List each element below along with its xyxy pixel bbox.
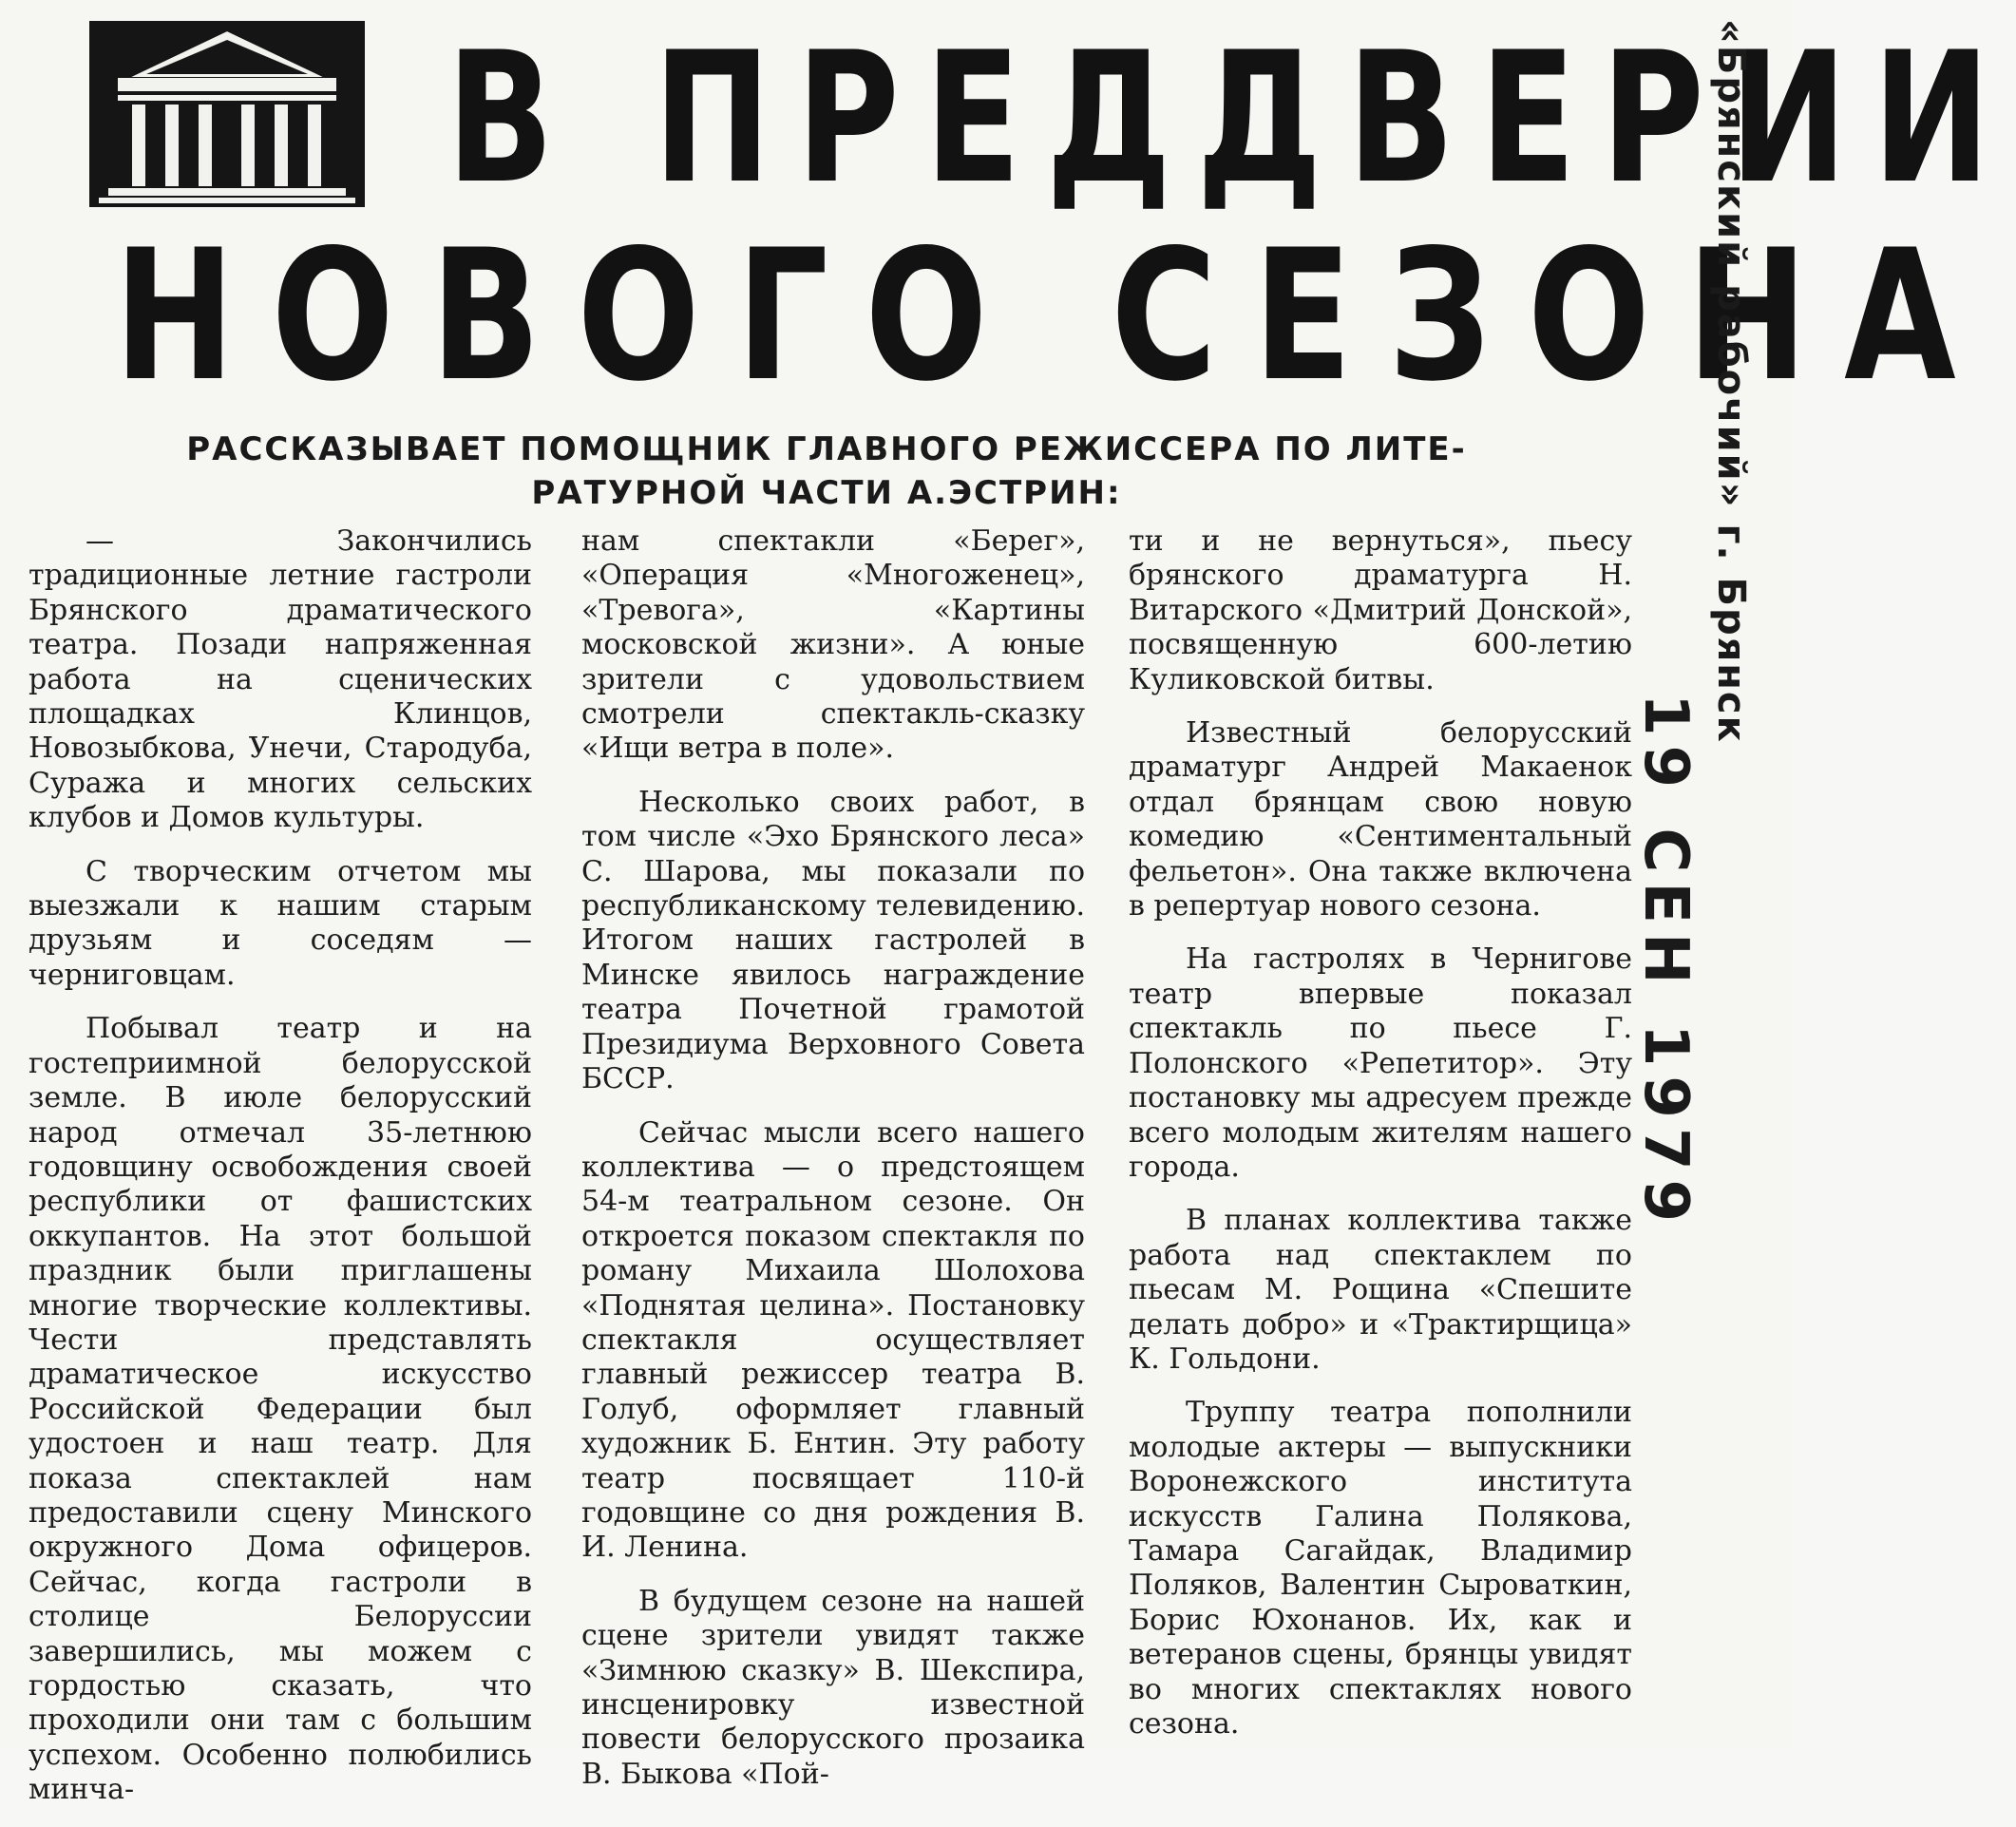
paragraph: С творческим отчетом мы выезжали к нашим старым друзьям и соседям — черниговцам.	[29, 854, 532, 992]
theatre-building-logo	[89, 21, 365, 207]
paragraph-continued: нам спектакли «Берег», «Операция «Многоженец», «Тревога», «Картины московской жизни». А юные зрители с удовольствием смотрели спектакль-сказку «Ищи ветра в поле».	[581, 524, 1085, 766]
subtitle	[143, 428, 1511, 515]
paragraph: Труппу театра пополнили молодые актеры — выпускники Воронежского института искусств Галина Полякова, Тамара Сагайдак, Владимир Поляков, Валентин Сыроваткин, Борис Юхонанов. Их, как и ветеранов сцены, брянцы увидят во многих спектаклях нового сезона.	[1129, 1396, 1632, 1741]
paragraph: Побывал театр и на гостеприимной белорусской земле. В июле белорусский народ отмечал 35-летнюю годовщину освобождения своей республики от фашистских оккупантов. На этот большой праздник были приглашены многие творческие коллективы. Чести представлять драматическое искусство Российской Федерации был удостоен и наш театр. Для показа спектаклей нам предоставили сцену Минского окружного Дома офицеров. Сейчас, когда гастроли в столице Белоруссии завершились, мы можем с гордостью сказать, что проходили они там с большим успехом. Особенно полюбились минча-	[29, 1012, 532, 1807]
article-column-3	[1129, 524, 1632, 1760]
paragraph-continued: ти и не вернуться», пьесу брянского драматурга Н. Витарского «Дмитрий Донской», посвященную 600-летию Куликовской битвы.	[1129, 524, 1632, 696]
paragraph: — Закончились традиционные летние гастроли Брянского драматического театра. Позади напряженная работа на сценических площадках Клинцов, Новозыбкова, Унечи, Стародуба, Суража и многих сельских клубов и Домов культуры.	[29, 524, 532, 835]
paragraph: На гастролях в Чернигове театр впервые показал спектакль по пьесе Г. Полонского «Репетитор». Эту постановку мы адресуем прежде всего молодым жителям нашего города.	[1129, 942, 1632, 1184]
paragraph: Известный белорусский драматург Андрей Макаенок отдал брянцам свою новую комедию «Сентиментальный фельетон». Она также включена в репертуар нового сезона.	[1129, 716, 1632, 923]
paragraph: Несколько своих работ, в том числе «Эхо Брянского леса» С. Шарова, мы показали по республиканскому телевидению. Итогом наших гастролей в Минске явилось награждение театра Почетной грамотой Президиума Верховного Совета БССР.	[581, 785, 1085, 1096]
subtitle-line-2: РАТУРНОЙ ЧАСТИ А.ЭСТРИН:	[531, 474, 1122, 512]
article-column-2	[581, 524, 1085, 1811]
subtitle-line-1: РАССКАЗЫВАЕТ ПОМОЩНИК ГЛАВНОГО РЕЖИССЕРА ПО ЛИТЕ-	[186, 430, 1467, 468]
theatre-facade-icon	[89, 21, 365, 207]
paragraph: Сейчас мысли всего нашего коллектива — о предстоящем 54-м театральном сезоне. Он откроется показом спектакля по роману Михаила Шолохова «Поднятая целина». Постановку спектакля осуществляет главный режиссер театра В. Голуб, оформляет главный художник Б. Ентин. Эту работу театр посвящает 110-й годовщине со дня рождения В. И. Ленина.	[581, 1115, 1085, 1565]
headline-line-2: НОВОГО СЕЗОНА	[114, 211, 1993, 421]
article-column-1	[29, 524, 532, 1827]
paragraph: В планах коллектива также работа над спектаклем по пьесам М. Рощина «Спешите делать добро» и «Трактирщица» К. Гольдони.	[1129, 1204, 1632, 1376]
publication-stamp: «Брянский рабочий» г. Брянск	[1709, 19, 1753, 744]
paragraph: В будущем сезоне на нашей сцене зрители увидят также «Зимнюю сказку» В. Шекспира, инсценировку известной повести белорусского прозаика В. Быкова «Пой-	[581, 1584, 1085, 1791]
headline-line-1: В ПРЕДДВЕРИИ	[447, 13, 2016, 223]
date-stamp: 19 СЕН 1979	[1630, 694, 1701, 1231]
